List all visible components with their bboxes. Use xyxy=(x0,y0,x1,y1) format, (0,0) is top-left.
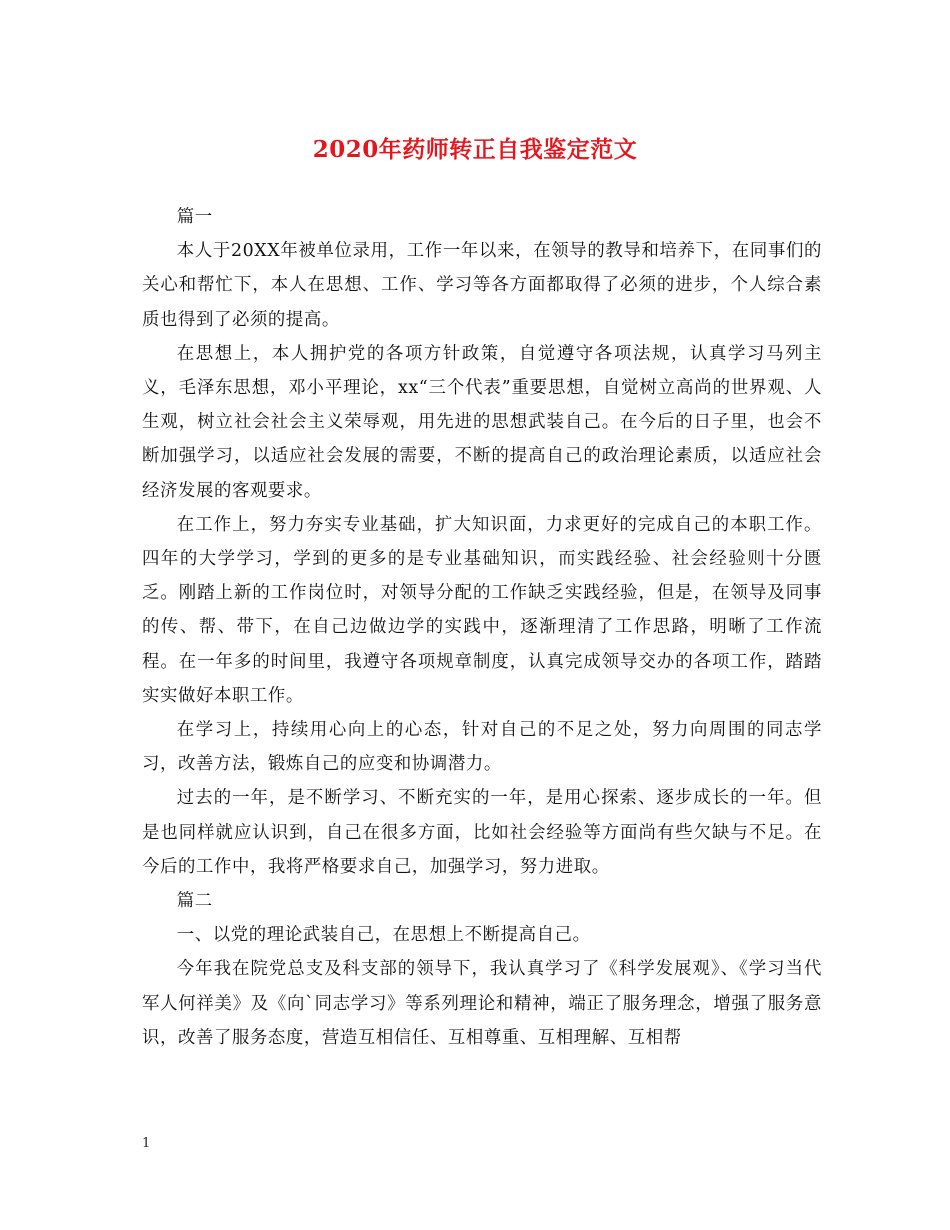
paragraph-study: 在学习上，持续用心向上的心态，针对自己的不足之处，努力向周围的同志学习，改善方法，锻炼自己的应变和协调潜力。 xyxy=(142,720,822,775)
paragraph-work: 在工作上，努力夯实专业基础，扩大知识面，力求更好的完成自己的本职工作。四年的大学学习，学到的更多的是专业基础知识，而实践经验、社会经验则十分匮乏。刚踏上新的工作岗位时，对领导分配的工作缺乏实践经验，但是，在领导及同事的传、帮、带下，在自己边做边学的实践中，逐渐理清了工作思路，明晰了工作流程。在一年多的时间里，我遵守各项规章制度，认真完成领导交办的各项工作，踏踏实实做好本职工作。 xyxy=(142,514,822,706)
section-heading-1: 篇一 xyxy=(176,207,213,227)
paragraph-party-study: 今年我在院党总支及科支部的领导下，我认真学习了《科学发展观》、《学习当代军人何祥美》及《向`同志学习》等系列理论和精神，端正了服务理念，增强了服务意识，改善了服务态度，营造互相信任、互相尊重、互相理解、互相帮 xyxy=(142,959,822,1048)
paragraph-thought: 在思想上，本人拥护党的各项方针政策，自觉遵守各项法规，认真学习马列主义，毛泽东思想，邓小平理论，xx“三个代表”重要思想，自觉树立高尚的世界观、人生观，树立社会社会主义荣辱观，用先进的思想武装自己。在今后的日子里，也会不断加强学习，以适应社会发展的需要，不断的提高自己的政治理论素质，以适应社会经济发展的客观要求。 xyxy=(142,343,822,501)
section-heading-2: 篇二 xyxy=(176,891,213,912)
paragraph-summary: 过去的一年，是不断学习、不断充实的一年，是用心探索、逐步成长的一年。但是也同样就应认识到，自己在很多方面，比如社会经验等方面尚有些欠缺与不足。在今后的工作中，我将严格要求自己，加强学习，努力进取。 xyxy=(142,788,822,877)
document-body xyxy=(142,200,822,1055)
paragraph-point-one: 一、以党的理论武装自己，在思想上不断提高自己。 xyxy=(176,925,591,946)
paragraph-intro: 本人于20XX年被单位录用，工作一年以来，在领导的教导和培养下，在同事们的关心和帮忙下，本人在思想、工作、学习等各方面都取得了必须的进步，个人综合素质也得到了必须的提高。 xyxy=(142,241,822,330)
page-number: 1 xyxy=(142,1136,151,1151)
document-title: 2020年药师转正自我鉴定范文 xyxy=(312,136,638,163)
